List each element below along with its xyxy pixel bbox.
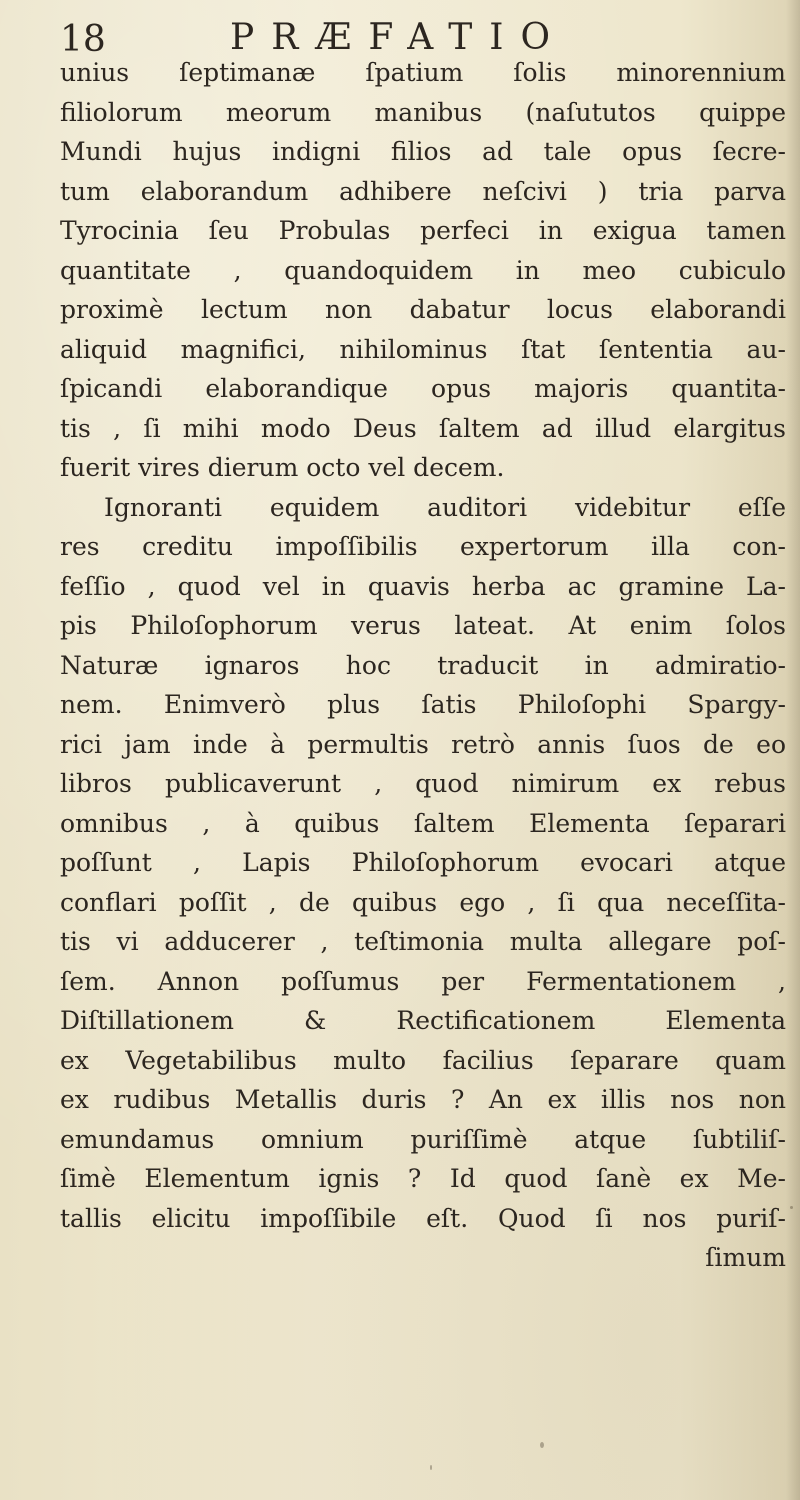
- paper-speck: [790, 1206, 793, 1209]
- text-line: omnibus , à quibus ſaltem Elementa ſeparari: [60, 808, 786, 838]
- text-line: proximè lectum non dabatur locus elaborandi: [60, 295, 786, 324]
- text-line: tis vi adducerer , teſtimonia multa allegare poſ-: [60, 927, 786, 956]
- text-line: aliquid magnifici, nihilominus ſtat ſententia au-: [60, 334, 786, 364]
- text-line: Mundi hujus indigni filios ad tale opus ſecre-: [60, 137, 786, 166]
- text-line: libros publicaverunt , quod nimirum ex rebus: [60, 769, 786, 798]
- text-line: pis Philoſophorum verus lateat. At enim ſolos: [60, 611, 786, 640]
- text-line: quantitate , quandoquidem in meo cubiculo: [60, 255, 786, 285]
- text-line: tallis elicitu impoſſibile eſt. Quod ſi nos puriſ-: [60, 1203, 786, 1233]
- text-line: tum elaborandum adhibere neſcivi ) tria parva: [60, 176, 786, 206]
- text-line: Naturæ ignaros hoc traducit in admiratio-: [60, 650, 786, 680]
- text-line: rici jam inde à permultis retrò annis ſuos de eo: [60, 729, 786, 759]
- text-line: ſpicandi elaborandique opus majoris quantita-: [60, 374, 786, 403]
- text-line: conflari poſſit , de quibus ego , ſi qua neceſſita-: [60, 887, 786, 917]
- page-number: 18: [60, 19, 106, 60]
- text-line: tis , ſi mihi modo Deus ſaltem ad illud elargitus: [60, 413, 786, 443]
- text-line: res creditu impoſſibilis expertorum illa con-: [60, 532, 786, 561]
- text-line: feſſio , quod vel in quavis herba ac gramine La-: [60, 571, 786, 601]
- text-line: poſſunt , Lapis Philoſophorum evocari atque: [60, 848, 786, 877]
- paper-speck: [540, 1442, 544, 1448]
- page-edge-shadow: [786, 0, 800, 1500]
- text-line: fuerit vires dierum octo vel decem.: [60, 453, 505, 482]
- text-line: Ignoranti equidem auditori videbitur eſſe: [104, 492, 786, 522]
- text-line: ſimè Elementum ignis ? Id quod ſanè ex Me-: [60, 1164, 786, 1193]
- text-line: ſem. Annon poſſumus per Fermentationem ,: [60, 966, 786, 996]
- text-line: emundamus omnium puriſſimè atque ſubtiliſ-: [60, 1124, 786, 1154]
- catchword: ſimum: [705, 1243, 786, 1272]
- running-title: PRÆFATIO: [230, 17, 567, 58]
- body-text: [60, 53, 786, 1278]
- text-line: Tyrocinia ſeu Probulas perfeci in exigua tamen: [60, 216, 786, 245]
- text-line: filiolorum meorum manibus (naſututos quippe: [60, 97, 786, 127]
- text-line: ex rudibus Metallis duris ? An ex illis nos non: [60, 1085, 786, 1114]
- text-line: Diſtillationem & Rectificationem Elementa: [60, 1006, 786, 1035]
- text-line: ex Vegetabilibus multo facilius ſeparare quam: [60, 1045, 786, 1075]
- text-line: unius ſeptimanæ ſpatium ſolis minorennium: [60, 58, 786, 87]
- text-line: nem. Enimverò plus ſatis Philoſophi Spargy-: [60, 690, 786, 719]
- paper-speck: [430, 1465, 432, 1470]
